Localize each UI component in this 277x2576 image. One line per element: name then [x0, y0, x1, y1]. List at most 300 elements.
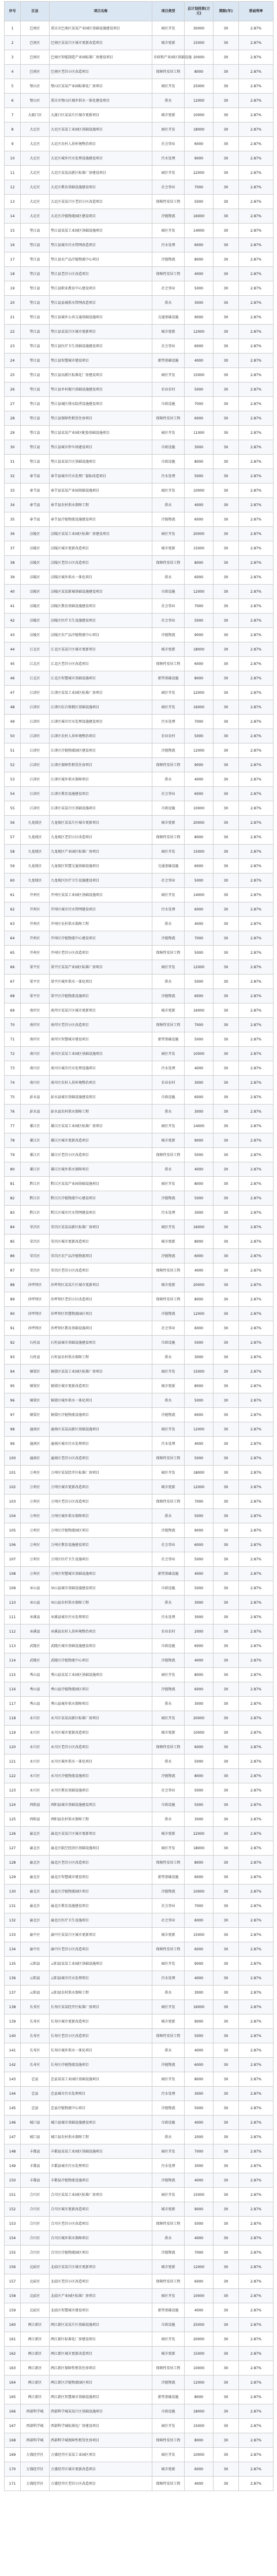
cell-rate: 2.87% — [239, 614, 274, 628]
cell-index: 19 — [5, 281, 21, 296]
cell-district: 铜梁区 — [21, 1393, 50, 1408]
cell-project-type: 冷链物流 — [152, 2058, 185, 2072]
cell-district: 江津区 — [21, 772, 50, 787]
cell-project-type: 社会事业 — [152, 873, 185, 888]
cell-investment: 6000 — [185, 859, 214, 873]
table-row — [5, 570, 274, 585]
table-row — [5, 1061, 274, 1076]
cell-project-name: 沙坪坝区教育基础设施项目 — [50, 1321, 152, 1336]
table-row — [5, 2246, 274, 2260]
cell-project-name: 大足区某某高新区标准厂房建设项目 — [50, 166, 152, 180]
cell-index: 91 — [5, 1321, 21, 1336]
cell-project-type: 园区开发 — [152, 1668, 185, 1682]
table-row — [5, 1827, 274, 1841]
cell-project-type: 城市更新 — [152, 1235, 185, 1249]
cell-project-type: 污水处理 — [152, 715, 185, 729]
header-cell-investment: 总计划投资(万元) — [185, 2, 214, 21]
table-row — [5, 2303, 274, 2318]
table-row — [5, 2376, 274, 2390]
cell-index: 48 — [5, 700, 21, 715]
cell-project-type: 城市更新 — [152, 108, 185, 122]
cell-project-type: 城市更新 — [152, 1928, 185, 1942]
cell-district: 永川区 — [21, 1783, 50, 1798]
cell-project-type: 市政设施 — [152, 1336, 185, 1350]
cell-term: 30 — [214, 382, 239, 397]
cell-project-type: 污水处理 — [152, 238, 185, 252]
cell-project-name: 彭水县农村供水保障工程 — [50, 1105, 152, 1119]
cell-investment: 4000 — [185, 1061, 214, 1076]
table-row — [5, 166, 274, 180]
cell-project-type: 保障性安居工程 — [152, 1451, 185, 1466]
cell-index: 2 — [5, 36, 21, 50]
cell-project-type: 园区开发 — [152, 1220, 185, 1235]
cell-investment: 3000 — [185, 1986, 214, 2000]
header-cell-rate: 票面利率 — [239, 2, 274, 21]
table-row — [5, 2202, 274, 2217]
cell-term: 30 — [214, 2448, 239, 2462]
cell-investment: 4000 — [185, 2231, 214, 2246]
cell-rate: 2.87% — [239, 2289, 274, 2303]
cell-project-name: 重庆市巴南区某某产业园区基础设施建设项目 — [50, 21, 152, 36]
table-row — [5, 715, 274, 729]
cell-investment: 3000 — [185, 1105, 214, 1119]
table-row — [5, 512, 274, 527]
cell-project-name: 大足区城乡污水处理设施建设项目 — [50, 151, 152, 166]
cell-project-name: 铜梁区冷链物流设施项目 — [50, 1408, 152, 1422]
cell-project-name: 巫溪县农村人居环境整治项目 — [50, 1625, 152, 1639]
cell-investment: 5000 — [185, 1754, 214, 1769]
cell-rate: 2.87% — [239, 1105, 274, 1119]
cell-index: 29 — [5, 426, 21, 440]
cell-term: 30 — [214, 642, 239, 657]
cell-investment: 5000 — [185, 2101, 214, 2116]
cell-term: 30 — [214, 2260, 239, 2274]
cell-project-type: 供水 — [152, 498, 185, 512]
cell-term: 30 — [214, 1942, 239, 1957]
cell-index: 37 — [5, 541, 21, 556]
cell-project-type: 园区开发 — [152, 2332, 185, 2347]
cell-index: 156 — [5, 2260, 21, 2274]
cell-investment: 12000 — [185, 744, 214, 758]
cell-index: 108 — [5, 1567, 21, 1581]
cell-district: 江津区 — [21, 686, 50, 700]
cell-term: 30 — [214, 1263, 239, 1278]
cell-term: 30 — [214, 1018, 239, 1032]
cell-index: 13 — [5, 195, 21, 209]
cell-project-type: 供水 — [152, 2231, 185, 2246]
cell-project-name: 合川区某某工业园区标准厂房项目 — [50, 2188, 152, 2202]
cell-investment: 3000 — [185, 1596, 214, 1610]
cell-investment: 20000 — [185, 527, 214, 541]
cell-project-name: 荣昌区老旧小区改造项目 — [50, 1263, 152, 1278]
cell-district: 潼南区 — [21, 1451, 50, 1466]
cell-rate: 2.87% — [239, 2000, 274, 2014]
cell-index: 71 — [5, 1032, 21, 1047]
cell-project-name: 万州区医疗卫生设施项目 — [50, 1552, 152, 1567]
cell-district: 开州区 — [21, 888, 50, 902]
cell-investment: 14000 — [185, 1119, 214, 1133]
cell-index: 32 — [5, 469, 21, 484]
cell-project-name: 西部科学城保障性租赁住房项目 — [50, 2433, 152, 2448]
cell-district: 彭水县 — [21, 1090, 50, 1105]
cell-investment: 15000 — [185, 36, 214, 50]
cell-rate: 2.87% — [239, 1971, 274, 1986]
cell-project-type: 保障性安居工程 — [152, 267, 185, 281]
cell-project-name: 江津区冷链物流园区建设项目 — [50, 744, 152, 758]
cell-rate: 2.87% — [239, 1942, 274, 1957]
cell-investment: 6000 — [185, 2462, 214, 2477]
cell-investment: 6000 — [185, 787, 214, 801]
cell-investment: 15000 — [185, 2347, 214, 2361]
cell-term: 30 — [214, 2376, 239, 2390]
cell-project-type: 市政设施 — [152, 1798, 185, 1812]
cell-index: 83 — [5, 1206, 21, 1220]
cell-project-type: 保障性安居工程 — [152, 1856, 185, 1870]
cell-index: 122 — [5, 1769, 21, 1783]
cell-project-type: 冷链物流 — [152, 744, 185, 758]
cell-index: 119 — [5, 1726, 21, 1740]
cell-index: 155 — [5, 2246, 21, 2260]
cell-rate: 2.87% — [239, 2433, 274, 2448]
cell-index: 79 — [5, 1148, 21, 1162]
cell-project-name: 沙坪坝区智慧物流园区项目 — [50, 1307, 152, 1321]
cell-district: 梁平区 — [21, 975, 50, 989]
cell-district: 璧山区 — [21, 79, 50, 94]
cell-rate: 2.87% — [239, 1480, 274, 1495]
table-row — [5, 2477, 274, 2491]
cell-district: 荣昌区 — [21, 1235, 50, 1249]
cell-term: 30 — [214, 1798, 239, 1812]
cell-project-name: 渝北区某某片区城市更新项目 — [50, 1827, 152, 1841]
cell-district: 合川区 — [21, 2246, 50, 2260]
cell-district: 丰都县 — [21, 2173, 50, 2188]
cell-project-type: 园区开发 — [152, 845, 185, 859]
cell-investment: 7000 — [185, 180, 214, 195]
cell-rate: 2.87% — [239, 1321, 274, 1336]
cell-project-type: 园区开发 — [152, 1047, 185, 1061]
cell-project-name: 渝北区医疗卫生设施项目 — [50, 1913, 152, 1928]
cell-index: 25 — [5, 368, 21, 382]
cell-investment: 9000 — [185, 310, 214, 325]
table-row — [5, 1495, 274, 1509]
cell-index: 58 — [5, 845, 21, 859]
cell-rate: 2.87% — [239, 1235, 274, 1249]
cell-term: 30 — [214, 1509, 239, 1523]
cell-district: 江津区 — [21, 801, 50, 816]
cell-project-name: 江北区某某片区城市更新项目 — [50, 642, 152, 657]
cell-project-type: 供水 — [152, 1596, 185, 1610]
cell-project-type: 污水处理 — [152, 2087, 185, 2101]
cell-project-name: 九龙坡区某某片区城市更新项目 — [50, 816, 152, 830]
cell-rate: 2.87% — [239, 1856, 274, 1870]
cell-rate: 2.87% — [239, 1307, 274, 1321]
cell-project-type: 供水 — [152, 296, 185, 310]
cell-term: 30 — [214, 1336, 239, 1350]
cell-rate: 2.87% — [239, 1697, 274, 1711]
cell-index: 73 — [5, 1061, 21, 1076]
cell-project-type: 市政和产业园区基础设施 — [152, 50, 185, 65]
cell-district: 南岸区 — [21, 1003, 50, 1018]
cell-rate: 2.87% — [239, 888, 274, 902]
cell-project-type: 保障性安居工程 — [152, 2361, 185, 2376]
cell-rate: 2.87% — [239, 2188, 274, 2202]
cell-index: 7 — [5, 108, 21, 122]
cell-investment: 3000 — [185, 296, 214, 310]
cell-district: 荣昌区 — [21, 1263, 50, 1278]
cell-project-name: 丰都县冷链物流设施项目 — [50, 2173, 152, 2188]
cell-investment: 6000 — [185, 1942, 214, 1957]
cell-project-type: 冷链物流 — [152, 1191, 185, 1206]
table-row — [5, 975, 274, 989]
cell-rate: 2.87% — [239, 686, 274, 700]
cell-investment: 18000 — [185, 1841, 214, 1856]
cell-term: 30 — [214, 2303, 239, 2318]
cell-project-name: 沙坪坝区老旧小区改造项目 — [50, 1292, 152, 1307]
cell-rate: 2.87% — [239, 2231, 274, 2246]
cell-project-name: 两江新区智慧城市基础设施项目 — [50, 2390, 152, 2404]
cell-district: 大足区 — [21, 195, 50, 209]
cell-rate: 2.87% — [239, 2448, 274, 2462]
cell-project-type: 园区开发 — [152, 888, 185, 902]
cell-district: 南川区 — [21, 1076, 50, 1090]
cell-term: 30 — [214, 2101, 239, 2116]
cell-project-name: 云阳县某某工业园区基础设施项目 — [50, 1957, 152, 1971]
cell-project-name: 秀山县冷链物流园区项目 — [50, 1682, 152, 1697]
cell-index: 90 — [5, 1307, 21, 1321]
cell-index: 170 — [5, 2462, 21, 2477]
cell-project-name: 合川区老旧小区改造项目 — [50, 2217, 152, 2231]
cell-district: 永川区 — [21, 1754, 50, 1769]
table-row — [5, 1321, 274, 1336]
cell-investment: 6000 — [185, 1408, 214, 1422]
cell-project-type: 保障性安居工程 — [152, 1740, 185, 1754]
cell-term: 30 — [214, 1393, 239, 1408]
cell-investment: 5000 — [185, 2217, 214, 2231]
cell-index: 171 — [5, 2477, 21, 2491]
cell-investment: 4000 — [185, 1653, 214, 1668]
cell-project-type: 城市更新 — [152, 2014, 185, 2029]
cell-term: 30 — [214, 700, 239, 715]
cell-project-name: 两江新区某某片区基础设施项目 — [50, 2318, 152, 2332]
cell-term: 30 — [214, 715, 239, 729]
cell-term: 30 — [214, 816, 239, 830]
cell-index: 9 — [5, 137, 21, 151]
cell-investment: 11000 — [185, 426, 214, 440]
cell-term: 30 — [214, 1812, 239, 1827]
cell-project-type: 市政设施 — [152, 1639, 185, 1653]
cell-term: 30 — [214, 1206, 239, 1220]
cell-investment: 5000 — [185, 614, 214, 628]
cell-term: 30 — [214, 1061, 239, 1076]
cell-rate: 2.87% — [239, 79, 274, 94]
cell-district: 涪陵区 — [21, 570, 50, 585]
cell-rate: 2.87% — [239, 570, 274, 585]
cell-project-name: 荣昌区某某高新区标准厂房项目 — [50, 1220, 152, 1235]
cell-term: 30 — [214, 1639, 239, 1653]
cell-investment: 4000 — [185, 354, 214, 368]
cell-project-type: 新型基础设施 — [152, 1032, 185, 1047]
cell-investment: 12000 — [185, 1307, 214, 1321]
cell-term: 30 — [214, 238, 239, 252]
cell-project-name: 垫江县农产品冷链物流中心项目 — [50, 252, 152, 267]
cell-project-name: 江津区某某工业园区标准厂房项目 — [50, 686, 152, 700]
cell-term: 30 — [214, 2029, 239, 2043]
table-row — [5, 1639, 274, 1653]
cell-index: 4 — [5, 65, 21, 79]
cell-district: 彭水县 — [21, 1105, 50, 1119]
table-row — [5, 744, 274, 758]
cell-project-name: 重庆市璧山区城乡供水一体化建设项目 — [50, 94, 152, 108]
cell-term: 30 — [214, 657, 239, 671]
cell-project-name: 南岸区某某片区城市更新项目 — [50, 1003, 152, 1018]
cell-district: 黔江区 — [21, 1177, 50, 1191]
cell-term: 30 — [214, 758, 239, 772]
cell-project-type: 园区开发 — [152, 484, 185, 498]
cell-rate: 2.87% — [239, 224, 274, 238]
cell-project-name: 丰都县某某工业园区基础设施项目 — [50, 2144, 152, 2159]
header-cell-district: 区县 — [21, 2, 50, 21]
cell-investment: 4000 — [185, 1162, 214, 1177]
cell-rate: 2.87% — [239, 2202, 274, 2217]
table-header — [5, 2, 274, 21]
cell-district: 铜梁区 — [21, 1408, 50, 1422]
cell-district: 江津区 — [21, 758, 50, 772]
cell-project-name: 南川区城市污水处理设施项目 — [50, 1061, 152, 1076]
cell-rate: 2.87% — [239, 484, 274, 498]
cell-index: 62 — [5, 902, 21, 917]
cell-project-type: 园区开发 — [152, 79, 185, 94]
cell-district: 綦江区 — [21, 1162, 50, 1177]
cell-rate: 2.87% — [239, 787, 274, 801]
table-row — [5, 2000, 274, 2014]
cell-investment: 18000 — [185, 1466, 214, 1480]
cell-term: 30 — [214, 1119, 239, 1133]
cell-rate: 2.87% — [239, 310, 274, 325]
table-row — [5, 2217, 274, 2231]
cell-project-name: 铜梁区城市更新改造项目 — [50, 1379, 152, 1393]
cell-index: 146 — [5, 2116, 21, 2130]
cell-term: 30 — [214, 1913, 239, 1928]
cell-project-name: 垫江县职业教育中心建设项目 — [50, 281, 152, 296]
cell-term: 30 — [214, 498, 239, 512]
cell-project-name: 云阳县城市污水处理项目 — [50, 1971, 152, 1986]
cell-rate: 2.87% — [239, 238, 274, 252]
cell-rate: 2.87% — [239, 1726, 274, 1740]
cell-district: 沙坪坝区 — [21, 1278, 50, 1292]
cell-index: 49 — [5, 715, 21, 729]
cell-term: 30 — [214, 50, 239, 65]
cell-index: 138 — [5, 2000, 21, 2014]
cell-investment: 5000 — [185, 946, 214, 960]
cell-investment: 4000 — [185, 2043, 214, 2058]
cell-investment: 5000 — [185, 1191, 214, 1206]
cell-project-type: 冷链物流 — [152, 1408, 185, 1422]
cell-project-type: 保障性安居工程 — [152, 411, 185, 426]
cell-investment: 15000 — [185, 2419, 214, 2433]
cell-term: 30 — [214, 1437, 239, 1451]
cell-rate: 2.87% — [239, 1148, 274, 1162]
cell-project-type: 农业农村 — [152, 1076, 185, 1090]
table-row — [5, 1812, 274, 1827]
cell-investment: 8000 — [185, 2390, 214, 2404]
cell-project-name: 江津区某某片区基础设施项目 — [50, 801, 152, 816]
cell-term: 30 — [214, 873, 239, 888]
cell-rate: 2.87% — [239, 1133, 274, 1148]
cell-project-name: 巫山县城市基础设施建设项目 — [50, 1581, 152, 1596]
cell-rate: 2.87% — [239, 946, 274, 960]
cell-project-name: 渝北区老旧小区改造项目 — [50, 1856, 152, 1870]
table-row — [5, 1870, 274, 1884]
cell-district: 万州区 — [21, 1509, 50, 1523]
table-row — [5, 1408, 274, 1422]
cell-project-type: 保障性安居工程 — [152, 2029, 185, 2043]
cell-project-type: 市政设施 — [152, 1090, 185, 1105]
cell-term: 30 — [214, 628, 239, 642]
cell-project-type: 社会事业 — [152, 1899, 185, 1913]
cell-term: 30 — [214, 902, 239, 917]
cell-rate: 2.87% — [239, 1639, 274, 1653]
cell-rate: 2.87% — [239, 2116, 274, 2130]
cell-index: 137 — [5, 1986, 21, 2000]
cell-index: 130 — [5, 1884, 21, 1899]
cell-project-type: 社会事业 — [152, 180, 185, 195]
cell-district: 沙坪坝区 — [21, 1307, 50, 1321]
cell-rate: 2.87% — [239, 628, 274, 642]
cell-term: 30 — [214, 2419, 239, 2433]
cell-term: 30 — [214, 1625, 239, 1639]
cell-project-type: 冷链物流 — [152, 2173, 185, 2188]
cell-project-name: 北碚区智慧城市建设项目 — [50, 2303, 152, 2318]
cell-rate: 2.87% — [239, 1552, 274, 1567]
cell-investment: 5000 — [185, 1798, 214, 1812]
cell-project-name: 巫山县农村供水保障工程 — [50, 1596, 152, 1610]
table-row — [5, 585, 274, 599]
cell-project-type: 园区开发 — [152, 122, 185, 137]
cell-district: 两江新区 — [21, 2332, 50, 2347]
cell-investment: 4000 — [185, 2173, 214, 2188]
cell-index: 111 — [5, 1610, 21, 1625]
cell-project-type: 园区开发 — [152, 2289, 185, 2303]
table-row — [5, 614, 274, 628]
cell-rate: 2.87% — [239, 1668, 274, 1682]
cell-investment: 14000 — [185, 888, 214, 902]
cell-project-name: 江津区城市污水处理设施建设项目 — [50, 715, 152, 729]
cell-index: 47 — [5, 686, 21, 700]
cell-project-type: 社会事业 — [152, 1783, 185, 1798]
cell-index: 63 — [5, 917, 21, 931]
table-row — [5, 440, 274, 455]
cell-index: 36 — [5, 527, 21, 541]
table-row — [5, 1538, 274, 1552]
cell-term: 30 — [214, 2318, 239, 2332]
cell-index: 55 — [5, 801, 21, 816]
cell-investment: 12000 — [185, 585, 214, 599]
cell-district: 黔江区 — [21, 1191, 50, 1206]
cell-project-type: 市政设施 — [152, 2116, 185, 2130]
cell-index: 110 — [5, 1596, 21, 1610]
cell-district: 奉节县 — [21, 484, 50, 498]
cell-project-type: 冷链物流 — [152, 209, 185, 224]
table-row — [5, 455, 274, 469]
cell-rate: 2.87% — [239, 859, 274, 873]
cell-term: 30 — [214, 1321, 239, 1336]
cell-district: 渝中区 — [21, 1942, 50, 1957]
cell-rate: 2.87% — [239, 455, 274, 469]
cell-index: 141 — [5, 2043, 21, 2058]
cell-district: 万州区 — [21, 1466, 50, 1480]
cell-term: 30 — [214, 122, 239, 137]
cell-project-name: 巴南区某某片区城市更新改造项目 — [50, 36, 152, 50]
